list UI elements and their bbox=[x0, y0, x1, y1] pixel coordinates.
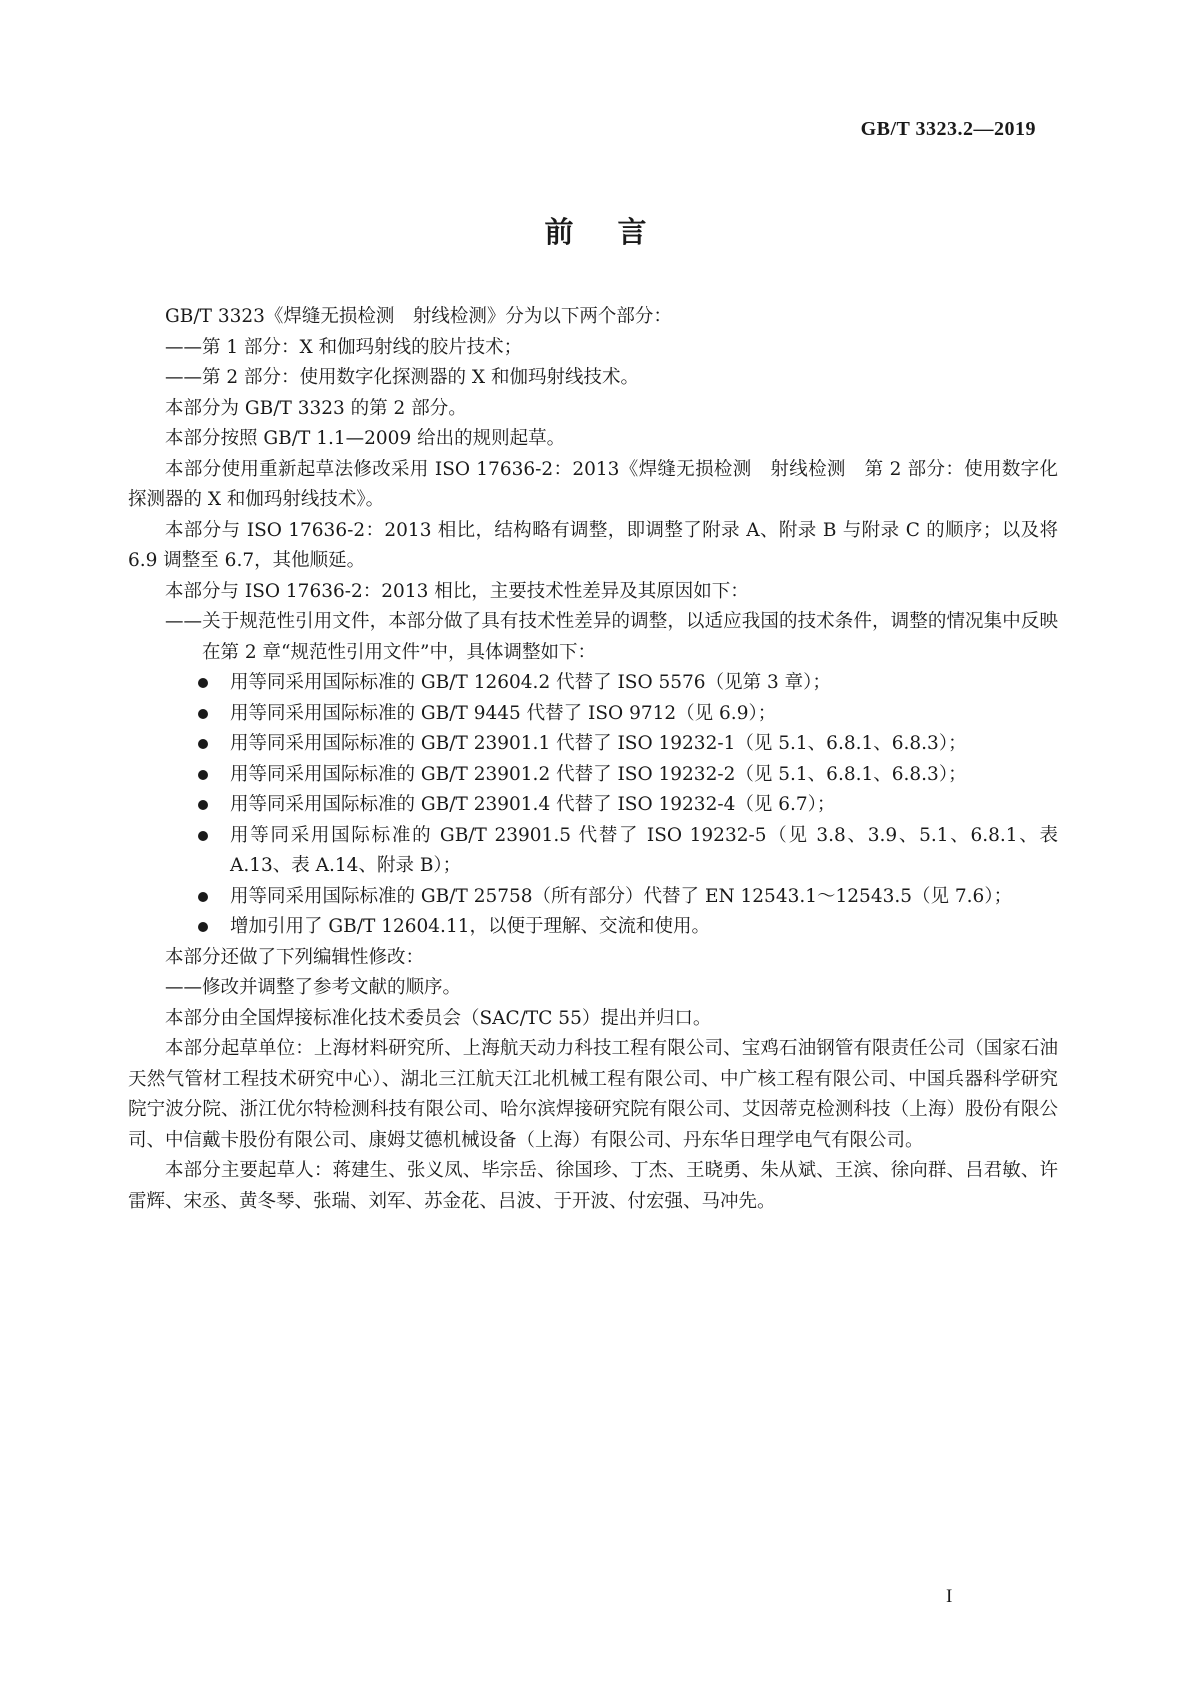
paragraph-editorial-changes: 本部分还做了下列编辑性修改： bbox=[165, 946, 425, 968]
list-item bbox=[230, 912, 1058, 943]
page-number: I bbox=[946, 1586, 953, 1607]
list-item-text: 用等同采用国际标准的 GB/T 23901.4 代替了 ISO 19232-4（见 6.7）； bbox=[230, 794, 836, 815]
standard-number: GB/T 3323.2—2019 bbox=[860, 118, 1036, 140]
paragraph-proposed-by: 本部分由全国焊接标准化技术委员会（SAC/TC 55）提出并归口。 bbox=[165, 1007, 712, 1029]
list-item-text: 增加引用了 GB/T 12604.11，以便于理解、交流和使用。 bbox=[230, 916, 710, 937]
list-item-text: 用等同采用国际标准的 GB/T 9445 代替了 ISO 9712（见 6.9）； bbox=[230, 702, 777, 724]
paragraph-parts-intro: GB/T 3323《焊缝无损检测 射线检测》分为以下两个部分： bbox=[165, 306, 672, 327]
paragraph-drafters: 本部分主要起草人：蒋建生、张义凤、毕宗岳、徐国珍、丁杰、王晓勇、朱从斌、王滨、徐向群、吕君敏、许雷辉、宋丞、黄冬琴、张瑞、刘军、苏金花、吕波、于开波、付宏强、马冲先。 bbox=[128, 1160, 1058, 1212]
bullet-icon bbox=[198, 678, 208, 688]
list-item bbox=[230, 821, 1058, 882]
page-title: 前言 bbox=[544, 215, 691, 249]
list-item-text: 用等同采用国际标准的 GB/T 12604.2 代替了 ISO 5576（见第 3 章）； bbox=[230, 672, 831, 693]
paragraph-technical-differences: 本部分与 ISO 17636-2：2013 相比，主要技术性差异及其原因如下： bbox=[165, 580, 749, 602]
bullet-icon bbox=[198, 739, 208, 749]
paragraph-structure-changes: 本部分与 ISO 17636-2：2013 相比，结构略有调整，即调整了附录 A、附录 B 与附录 C 的顺序；以及将 6.9 调整至 6.7，其他顺延。 bbox=[128, 519, 1058, 571]
paragraph-drafting-units: 本部分起草单位：上海材料研究所、上海航天动力科技工程有限公司、宝鸡石油钢管有限责任公司（国家石油天然气管材工程技术研究中心）、湖北三江航天江北机械工程有限公司、中广核工程有限公司、中国兵器科学研究院宁波分院、浙江优尔特检测科技有限公司、哈尔滨焊接研究院有限公司、艾因蒂克检测科技（上海）股份有限公司、中信戴卡股份有限公司、康姆艾德机械设备（上海）有限公司、丹东华日理学电气有限公司。 bbox=[128, 1038, 1058, 1151]
bullet-icon bbox=[198, 922, 208, 932]
list-item bbox=[230, 882, 1058, 913]
paragraph-drafting-rules: 本部分按照 GB/T 1.1—2009 给出的规则起草。 bbox=[165, 428, 566, 449]
list-item bbox=[230, 729, 1058, 760]
list-item-text: 用等同采用国际标准的 GB/T 23901.1 代替了 ISO 19232-1（见 5.1、6.8.1、6.8.3）； bbox=[230, 733, 967, 754]
paragraph-adoption: 本部分使用重新起草法修改采用 ISO 17636-2：2013《焊缝无损检测 射线检测 第 2 部分：使用数字化探测器的 X 和伽玛射线技术》。 bbox=[128, 458, 1058, 510]
list-item bbox=[230, 699, 1058, 730]
bullet-icon bbox=[198, 770, 208, 780]
paragraph-part-statement: 本部分为 GB/T 3323 的第 2 部分。 bbox=[165, 397, 467, 419]
list-item bbox=[230, 668, 1058, 699]
list-item-text: 用等同采用国际标准的 GB/T 23901.2 代替了 ISO 19232-2（见 5.1、6.8.1、6.8.3）； bbox=[230, 763, 967, 785]
replacement-list bbox=[128, 668, 1058, 943]
list-item bbox=[230, 790, 1058, 821]
list-item-text: 用等同采用国际标准的 GB/T 23901.5 代替了 ISO 19232-5（见 3.8、3.9、5.1、6.8.1、表 A.13、表 A.14、附录 B）； bbox=[230, 824, 1058, 876]
list-item-text: 用等同采用国际标准的 GB/T 25758（所有部分）代替了 EN 12543.1～12543.5（见 7.6）； bbox=[230, 885, 1013, 907]
editorial-change-item: ——修改并调整了参考文献的顺序。 bbox=[165, 977, 462, 998]
part-2-item: ——第 2 部分：使用数字化探测器的 X 和伽玛射线技术。 bbox=[165, 367, 639, 388]
bullet-icon bbox=[198, 709, 208, 719]
foreword-body bbox=[128, 302, 1058, 1217]
bullet-icon bbox=[198, 831, 208, 841]
part-1-item: ——第 1 部分：X 和伽玛射线的胶片技术； bbox=[165, 336, 523, 358]
normative-references-item: ——关于规范性引用文件，本部分做了具有技术性差异的调整，以适应我国的技术条件，调整的情况集中反映在第 2 章“规范性引用文件”中，具体调整如下： bbox=[165, 611, 1058, 663]
bullet-icon bbox=[198, 800, 208, 810]
list-item bbox=[230, 760, 1058, 791]
bullet-icon bbox=[198, 892, 208, 902]
